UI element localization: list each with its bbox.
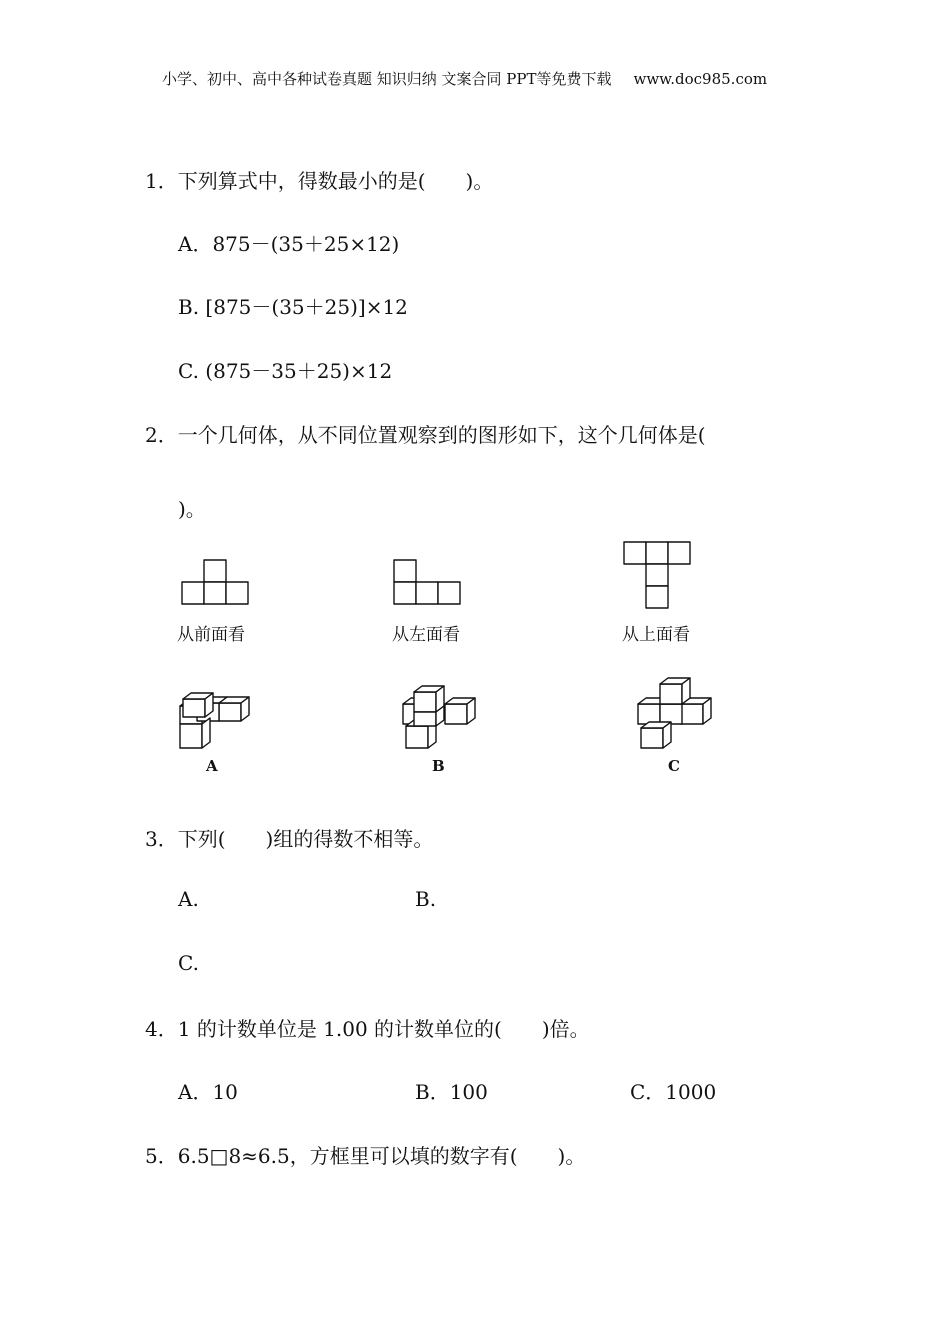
question-2 bbox=[145, 419, 706, 448]
solid-a-figure bbox=[177, 690, 257, 752]
header-url: www.doc985.com bbox=[633, 70, 768, 88]
question-text: 下列算式中，得数最小的是( )。 bbox=[177, 169, 494, 193]
solid-b-label: B bbox=[432, 757, 445, 775]
q4-option-b: B．100 bbox=[415, 1080, 488, 1104]
q3-option-c: C. bbox=[178, 951, 199, 975]
question-text: 一个几何体，从不同位置观察到的图形如下，这个几何体是( bbox=[177, 423, 706, 447]
question-number: 5． bbox=[145, 1144, 178, 1168]
q1-option-b: B. [875－(35＋25)]×12 bbox=[178, 295, 408, 319]
question-2-continuation: )。 bbox=[178, 497, 206, 521]
solid-a-label: A bbox=[206, 757, 218, 775]
solid-b-figure bbox=[400, 684, 482, 752]
question-5 bbox=[145, 1140, 585, 1169]
q4-option-a: A．10 bbox=[178, 1080, 238, 1104]
question-number: 1． bbox=[145, 169, 178, 193]
question-3 bbox=[145, 823, 433, 852]
question-text: 下列( )组的得数不相等。 bbox=[177, 827, 434, 851]
page-header bbox=[162, 68, 767, 89]
front-view-label: 从前面看 bbox=[177, 625, 245, 645]
top-view-figure bbox=[623, 541, 693, 611]
header-text: 小学、初中、高中各种试卷真题 知识归纳 文案合同 PPT等免费下载 bbox=[162, 70, 612, 88]
question-4 bbox=[145, 1013, 590, 1042]
q1-option-c: C. (875－35＋25)×12 bbox=[178, 359, 393, 383]
question-number: 2． bbox=[145, 423, 178, 447]
top-view-label: 从上面看 bbox=[622, 625, 690, 645]
solid-c-label: C bbox=[668, 757, 680, 775]
question-text: 1 的计数单位是 1.00 的计数单位的( )倍。 bbox=[177, 1017, 590, 1041]
q3-option-a: A. bbox=[178, 887, 199, 911]
left-view-label: 从左面看 bbox=[392, 625, 460, 645]
q4-option-c: C．1000 bbox=[630, 1080, 717, 1104]
front-view-figure bbox=[181, 559, 251, 607]
solid-c-figure bbox=[635, 674, 719, 752]
q1-option-a: A．875－(35＋25×12) bbox=[178, 232, 400, 256]
question-number: 3． bbox=[145, 827, 178, 851]
question-1 bbox=[145, 165, 493, 194]
left-view-figure bbox=[393, 559, 463, 607]
question-number: 4． bbox=[145, 1017, 178, 1041]
q3-option-b: B. bbox=[415, 887, 437, 911]
question-text: 6.5□8≈6.5，方框里可以填的数字有( )。 bbox=[177, 1144, 586, 1168]
